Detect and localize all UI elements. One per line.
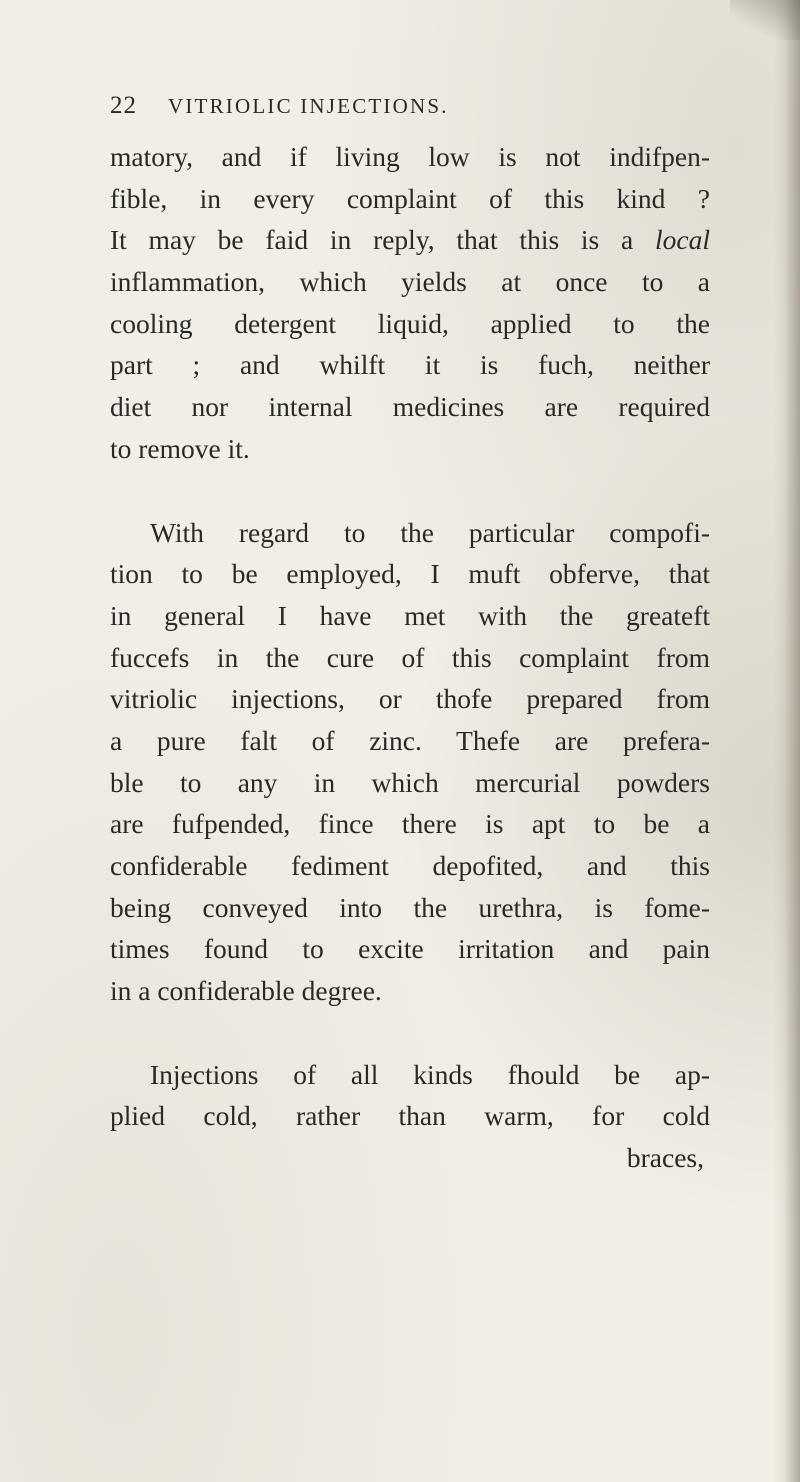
text-line: being conveyed into the urethra, is fome- bbox=[110, 891, 710, 923]
text-line: matory, and if living low is not indifpen- bbox=[110, 141, 710, 172]
text-line: ble to any in which mercurial powders bbox=[110, 766, 710, 798]
running-head bbox=[110, 92, 710, 126]
running-title: VITRIOLIC INJECTIONS. bbox=[168, 94, 449, 118]
text-line: cooling detergent liquid, applied to the bbox=[110, 307, 710, 339]
text-line: are fufpended, fince there is apt to be a bbox=[110, 808, 710, 840]
text-line: confiderable fediment depofited, and this bbox=[110, 850, 710, 881]
text-line-with-italic bbox=[110, 219, 710, 261]
text-line: in general I have met with the greateft bbox=[110, 599, 710, 631]
text-line: fible, in every complaint of this kind ? bbox=[110, 182, 710, 214]
text-fragment: It may be faid in reply, that this is a bbox=[110, 224, 634, 256]
paragraph-gap bbox=[110, 470, 710, 512]
italic-word: local bbox=[655, 224, 710, 256]
text-line: part ; and whilft it is fuch, neither bbox=[110, 349, 710, 381]
paragraph-gap bbox=[110, 1012, 710, 1054]
text-line: plied cold, rather than warm, for cold bbox=[110, 1100, 710, 1132]
text-line: inflammation, which yields at once to a bbox=[110, 266, 710, 298]
text-line: times found to excite irritation and pain bbox=[110, 933, 710, 965]
page-edge-shadow bbox=[774, 0, 800, 1482]
catchword: braces, bbox=[626, 1142, 704, 1174]
text-line: With regard to the particular compofi- bbox=[150, 516, 710, 548]
text-line: fuccefs in the cure of this complaint from bbox=[110, 641, 710, 673]
catchword-line bbox=[110, 1137, 710, 1179]
page-number: 22 bbox=[110, 92, 137, 119]
text-line: tion to be employed, I muft obferve, that bbox=[110, 558, 710, 590]
page-corner-shadow bbox=[730, 0, 800, 40]
body-text bbox=[110, 136, 710, 1179]
text-line: diet nor internal medicines are required bbox=[110, 391, 710, 423]
text-line: to remove it. bbox=[110, 432, 250, 464]
text-line: in a confiderable degree. bbox=[110, 975, 382, 1007]
text-line: a pure falt of zinc. Thefe are prefera- bbox=[110, 724, 710, 756]
text-line: vitriolic injections, or thofe prepared from bbox=[110, 683, 710, 715]
text-line: Injections of all kinds fhould be ap- bbox=[150, 1058, 710, 1090]
